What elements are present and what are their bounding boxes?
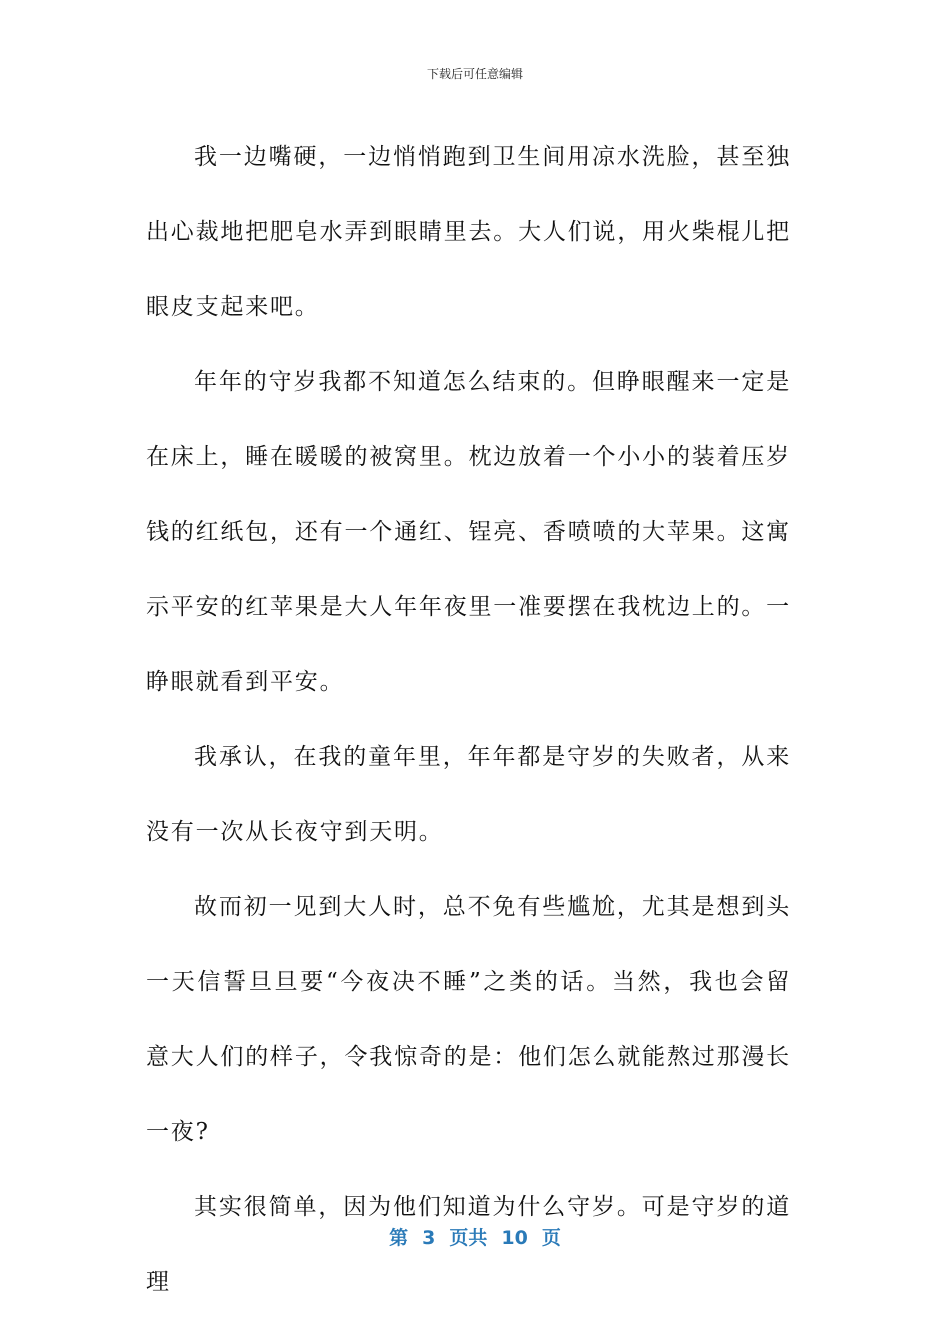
paragraph-3: 我承认，在我的童年里，年年都是守岁的失败者，从来没有一次从长夜守到天明。 — [146, 744, 791, 845]
page-header: 下载后可任意编辑 — [426, 67, 523, 81]
paragraph-4: 故而初一见到大人时，总不免有些尴尬，尤其是想到头一天信誓旦旦要“今夜决不睡”之类的话。当然，我也会留意大人们的样子，令我惊奇的是：他们怎么就能熬过那漫长一夜? — [146, 894, 791, 1145]
footer-middle: 页共 — [449, 1227, 488, 1249]
footer-suffix: 页 — [541, 1227, 561, 1249]
footer-current-page: 3 — [422, 1227, 436, 1249]
paragraph-2: 年年的守岁我都不知道怎么结束的。但睁眼醒来一定是在床上，睡在暖暖的被窝里。枕边放着一个小小的装着压岁钱的红纸包，还有一个通红、锃亮、香喷喷的大苹果。这寓示平安的红苹果是大人年年夜里一准要摆在我枕边上的。一睁眼就看到平安。 — [146, 369, 791, 695]
page-footer — [0, 1226, 950, 1250]
footer-total-pages: 10 — [501, 1227, 528, 1249]
paragraph-5: 其实很简单，因为他们知道为什么守岁。可是守岁的道理 — [146, 1194, 791, 1295]
paragraph-1: 我一边嘴硬，一边悄悄跑到卫生间用凉水洗脸，甚至独出心裁地把肥皂水弄到眼睛里去。大人们说，用火柴棍儿把眼皮支起来吧。 — [146, 144, 791, 320]
document-body — [146, 120, 791, 1320]
footer-prefix: 第 — [389, 1227, 409, 1249]
